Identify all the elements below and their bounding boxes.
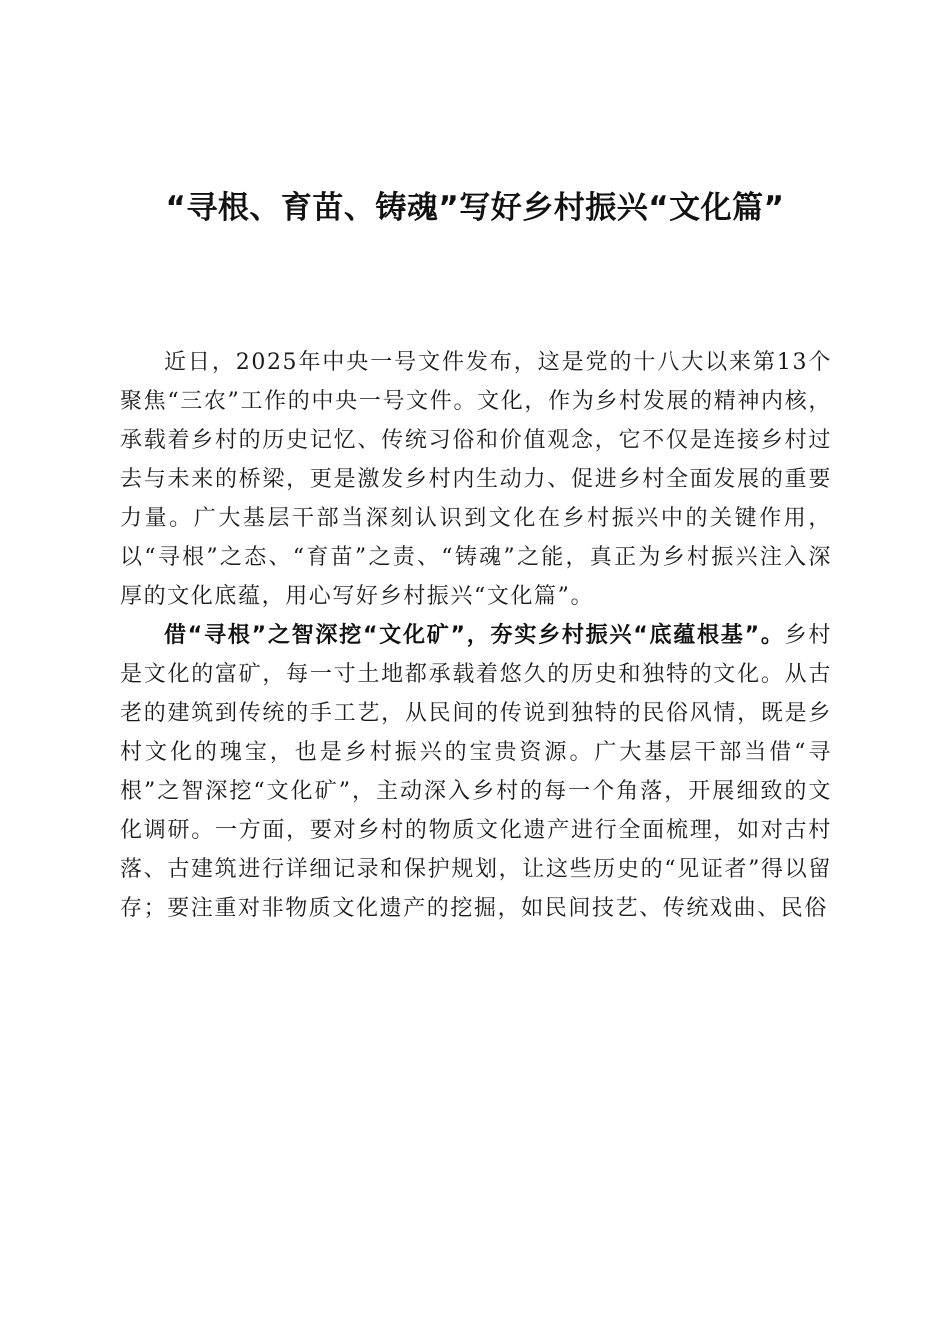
document-body [120, 343, 832, 928]
paragraph-intro [120, 343, 832, 616]
document-title: “寻根、育苗、铸魂”写好乡村振兴“文化篇” [165, 190, 785, 226]
paragraph-text: 近日，2025年中央一号文件发布，这是党的十八大以来第13个聚焦“三农”工作的中央一号文件。文化，作为乡村发展的精神内核，承载着乡村的历史记忆、传统习俗和价值观念，它不仅是连接乡村过去与未来的桥梁，更是激发乡村内生动力、促进乡村全面发展的重要力量。广大基层干部当深刻认识到文化在乡村振兴中的关键作用，以“寻根”之态、“育苗”之责、“铸魂”之能，真正为乡村振兴注入深厚的文化底蕴，用心写好乡村振兴“文化篇”。 [120, 350, 832, 609]
paragraph-text: 乡村是文化的富矿，每一寸土地都承载着悠久的历史和独特的文化。从古老的建筑到传统的手工艺，从民间的传说到独特的民俗风情，既是乡村文化的瑰宝，也是乡村振兴的宝贵资源。广大基层干部当借“寻根”之智深挖“文化矿”，主动深入乡村的每一个角落，开展细致的文化调研。一方面，要对乡村的物质文化遗产进行全面梳理，如对古村落、古建筑进行详细记录和保护规划，让这些历史的“见证者”得以留存；要注重对非物质文化遗产的挖掘，如民间技艺、传统戏曲、民俗 [120, 623, 832, 921]
paragraph-lead: 借“寻根”之智深挖“文化矿”，夯实乡村振兴“底蕴根基”。 [164, 623, 785, 648]
paragraph-section-root [120, 616, 832, 928]
